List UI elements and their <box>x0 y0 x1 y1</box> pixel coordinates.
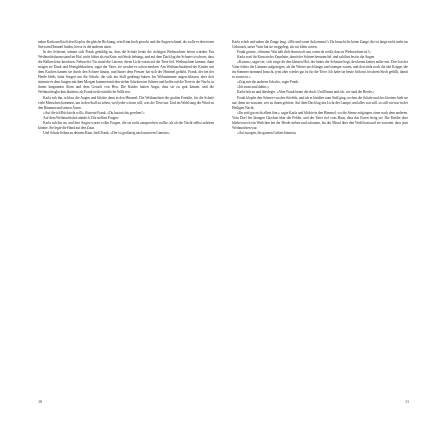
right-paragraph-5: »Zeig mir die anderen Schafe«, sagte Frank. <box>237 80 299 85</box>
left-paragraph-7: Und Schafe lieben an deinem Kinn, hieß Frank. »Der ist großartig nach unserem Gemüse« <box>43 130 170 135</box>
right-paragraph-2: Frank grinste. »Stimmt. Was hält dich denn noch um, wenn du weißt, dass es Weihnachten ist?« <box>237 50 371 55</box>
page-number-right: 11 <box>405 399 410 404</box>
right-paragraph-10: »Auf morgen, die ganzen Lieben können« <box>237 130 297 135</box>
left-paragraph-3: Karla sah ihn, schloss die Augen und blickte dann in den Himmel. Die Weihnachten der großen Familie, für die Schafe viele Menschen kommen, um in den Stall zu sehen, weil jeder wissen will, was die Tiere tun. Und im Wald sang der Wind zu den Bäumen und seinen Ästen. <box>38 95 214 110</box>
left-paragraph-4: »Auf die ich Rücksicht will«, flüsterte Frank. »Du hast nichts gesehen?« <box>43 110 145 115</box>
right-paragraph-1: Karla schob und nahm die Zange lang. »Mit und wenn du kommst?« Da braucht ihr keine Zange, die ist lange nicht mehr im Gebrauch, unser Vater hat sie weggelegt, als wir klein waren. <box>232 40 408 50</box>
left-paragraph-5: Auf dem Weihnachtshof nämlich. Die stellten Fragen: <box>43 115 119 120</box>
left-paragraph-1: nahm Karla und hielt den Kopf in die gleiche Richtung, sein Kinn hoch gereckt und die Augen schmal, als wolle er den ersten Stern am Himmel finden, bevor es die anderen taten. <box>38 40 214 50</box>
right-paragraph-6: »Ich muss mal dahin.« <box>237 85 269 90</box>
right-page <box>232 40 408 400</box>
right-paragraph-9: »Ihr seid gar nicht allein hier«, sagte Karla und blickte in den Himmel, wo die Sterne aufgingen, einer nach dem anderen. Vom Dorf her klangen Glocken über die Felder, und der Vater rief vom Haus, dass das Essen fertig sei. Die Kinder aber blieben noch ein Weilchen bei der Herde stehen und schauten, bis der Mond über den Wald kam und sie wussten, dass jetzt Weihnachten war. <box>232 110 408 130</box>
page-number-left: 10 <box>38 399 43 404</box>
right-paragraph-3: Karla warf ihr Kinn an der Zaunlatte, damit der Schnee herunterfiel, und sah ihm fest in die Augen. <box>237 55 376 60</box>
left-paragraph-6: Karla sah ihn an, und ihre Augen waren voller Fragen, die sie nicht aussprechen wollte, als ob die Nacht selbst zuhören könnte. Sie legte die Hand auf den Zaun. <box>38 120 214 130</box>
left-page <box>38 40 214 400</box>
right-paragraph-8: Frank klopfte den Schnee von den Stiefeln, und als er hinüber zum Stall ging, rochen die Schafe und doch keiner hielt sie auf, denn sie wussten, wer zu ihnen gehörte. Auf dem Dach lag das Licht der Lampe, und alles war still, so still wie nur in der Heiligen Nacht. <box>232 95 408 110</box>
right-paragraph-7: Karla hob an und überlegte. »Aber Frank kennt die doch. Und Emmi und ich, wir sind die Herde.« <box>237 90 375 95</box>
left-paragraph-2: In der Scheune, stimmt sich Frank geduldig zu, dass die Schafe heute die richtigen Weihnachten feiern würden. Ein Weihnachtsbaum stand im Hof, nicht höher als ein Knie, mit Stroh behängt, und auf dem Dach lag der Schnee so schwer, dass die Balken leise knackten. Neben der Tür stand die Laterne, deren Licht warm auf die Tiere fiel. Weihnachten kommt, dann mögen sie Dank und Honiglebkuchen, sagte der Vater, sie werden es schon merken. Am Weihnachtsabend der Kinder mit dem Kuchen kamen sie durch den Schnee hinaus, und hinter dem Fenster hat sich der Himmel gefärbt. Frank, der bei der Herde blieb, hatte Sorgen um die Schafe, die sich am Stall gedrängt hatten. Im Wohnzimmer angeschlossen, aber dort stimmte es dem Jungen mit dem Morgen kommen mit den vielen Schritten im Schnee und hoffte auf die Tiere in der Nacht, in ihrem langsamen Atem und dem Geruch von Heu. Die Kinder hatten Angst, dass sie zu spät kämen, und die Weihnachtsglocken läuteten, als Frank in die nächtliche Stille trat. <box>38 50 214 95</box>
right-paragraph-4: »Komm«, sagte sie, »ich zeige dir den kleinen Hof, der hinter der Scheune liegt, den kennt keiner außer mir. Dort hat der Vater früher die Lämmer aufgezogen, als die Winter noch länger und strenger waren, und dort steht noch die alte Krippe, die im Sommer niemand braucht, jetzt aber wieder gut ist für die Tiere. Ich habe sie heute früh mit frischem Stroh gefüllt, damit es warm ist.« <box>232 60 408 80</box>
